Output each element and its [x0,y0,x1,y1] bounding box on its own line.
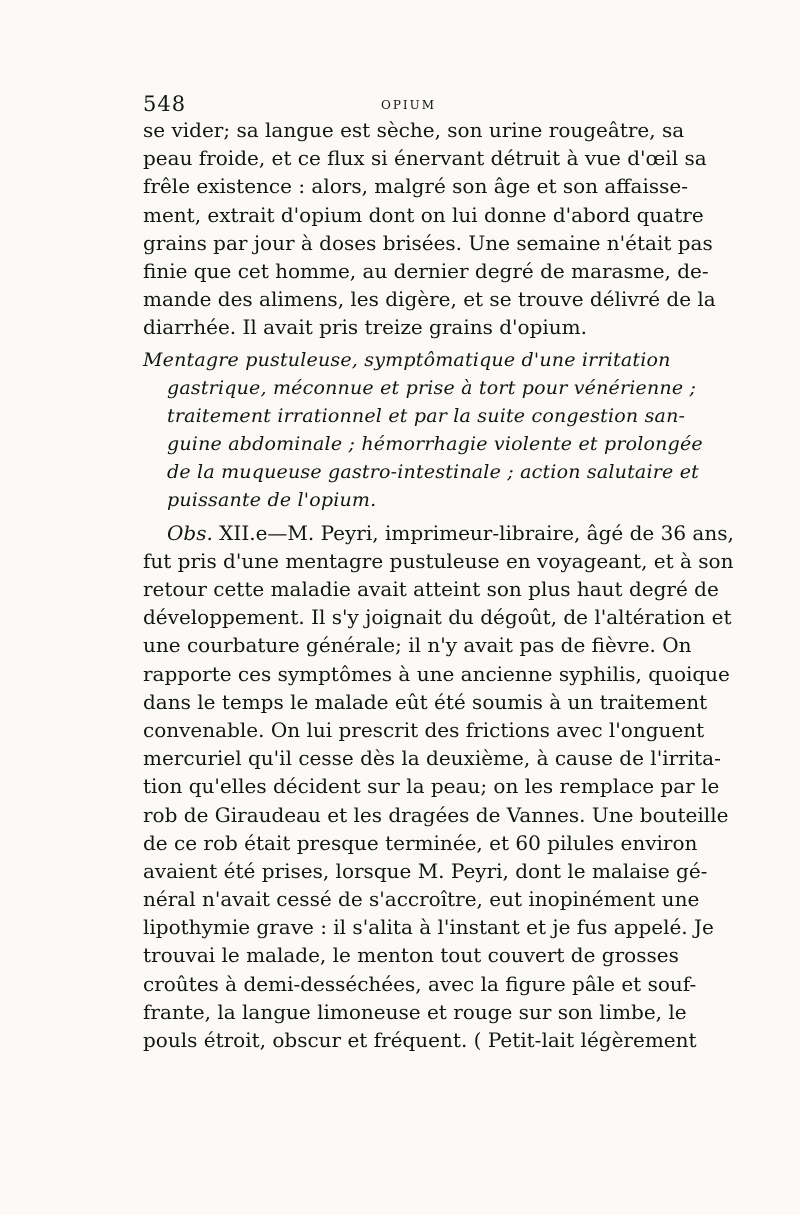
text-line: mande des alimens, les digère, et se trouve délivré de la [143,287,716,312]
case-heading-line: guine abdominale ; hémorrhagie violente et prolongée [167,433,703,456]
text-line: ment, extrait d'opium dont on lui donne d'abord quatre [143,202,704,227]
page-number: 548 [143,92,187,116]
case-heading-line: puissante de l'opium. [167,489,377,512]
text-line: avaient été prises, lorsque M. Peyri, dont le malaise gé- [143,858,708,883]
text-line: développement. Il s'y joignait du dégoût, de l'altération et [143,605,732,630]
text-line: croûtes à demi-desséchées, avec la figure pâle et souf- [143,971,697,996]
text-line: pouls étroit, obscur et fréquent. ( Petit-lait légèrement [143,1028,697,1052]
text-line: grains par jour à doses brisées. Une semaine n'était pas [143,230,713,255]
observation-first-line-text: XII.e—M. Peyri, imprimeur-libraire, âgé de 36 ans, [212,520,734,545]
book-page [143,92,734,1054]
text-line: peau froide, et ce flux si énervant détruit à vue d'œil sa [143,146,707,171]
text-line: mercuriel qu'il cesse dès la deuxième, à cause de l'irrita- [143,746,721,771]
text-line: dans le temps le malade eût été soumis à un traitement [143,689,708,714]
text-line: une courbature générale; il n'y avait pas de fièvre. On [143,633,692,658]
text-line: se vider; sa langue est sèche, son urine rougeâtre, sa [143,118,685,142]
text-line: finie que cet homme, au dernier degré de marasme, de- [143,258,709,283]
text-line: trouvai le malade, le menton tout couvert de grosses [143,943,679,968]
text-line: convenable. On lui prescrit des frictions avec l'onguent [143,717,705,742]
observation-first-line [143,519,734,547]
text-line: diarrhée. Il avait pris treize grains d'opium. [143,315,587,340]
text-line: frêle existence : alors, malgré son âge et son affaisse- [143,174,688,199]
observation-label: Obs. [167,520,213,545]
paragraph-continuation [143,116,716,342]
case-heading-line: traitement irrationnel et par la suite congestion san- [167,404,686,427]
text-line: fut pris d'une mentagre pustuleuse en voyageant, et à son [143,548,734,573]
case-heading [143,346,703,515]
running-title: OPIUM [381,98,437,112]
text-line: retour cette maladie avait atteint son plus haut degré de [143,577,719,601]
text-line: néral n'avait cessé de s'accroître, eut inopinément une [143,887,700,912]
case-heading-line: gastrique, méconnue et prise à tort pour vénérienne ; [167,376,697,399]
observation-paragraph [143,519,734,1055]
case-heading-line: de la muqueuse gastro-intestinale ; action salutaire et [167,461,699,484]
text-line: frante, la langue limoneuse et rouge sur son limbe, le [143,999,687,1024]
text-line: rob de Giraudeau et les dragées de Vannes. Une bouteille [143,802,729,827]
text-line: lipothymie grave : il s'alita à l'instant et je fus appelé. Je [143,915,714,940]
text-line: de ce rob était presque terminée, et 60 pilules environ [143,830,698,855]
text-line: tion qu'elles décident sur la peau; on les remplace par le [143,774,720,799]
text-line: rapporte ces symptômes à une ancienne syphilis, quoique [143,661,730,686]
case-heading-line: Mentagre pustuleuse, symptômatique d'une irritation [143,348,671,371]
running-head [143,92,668,114]
